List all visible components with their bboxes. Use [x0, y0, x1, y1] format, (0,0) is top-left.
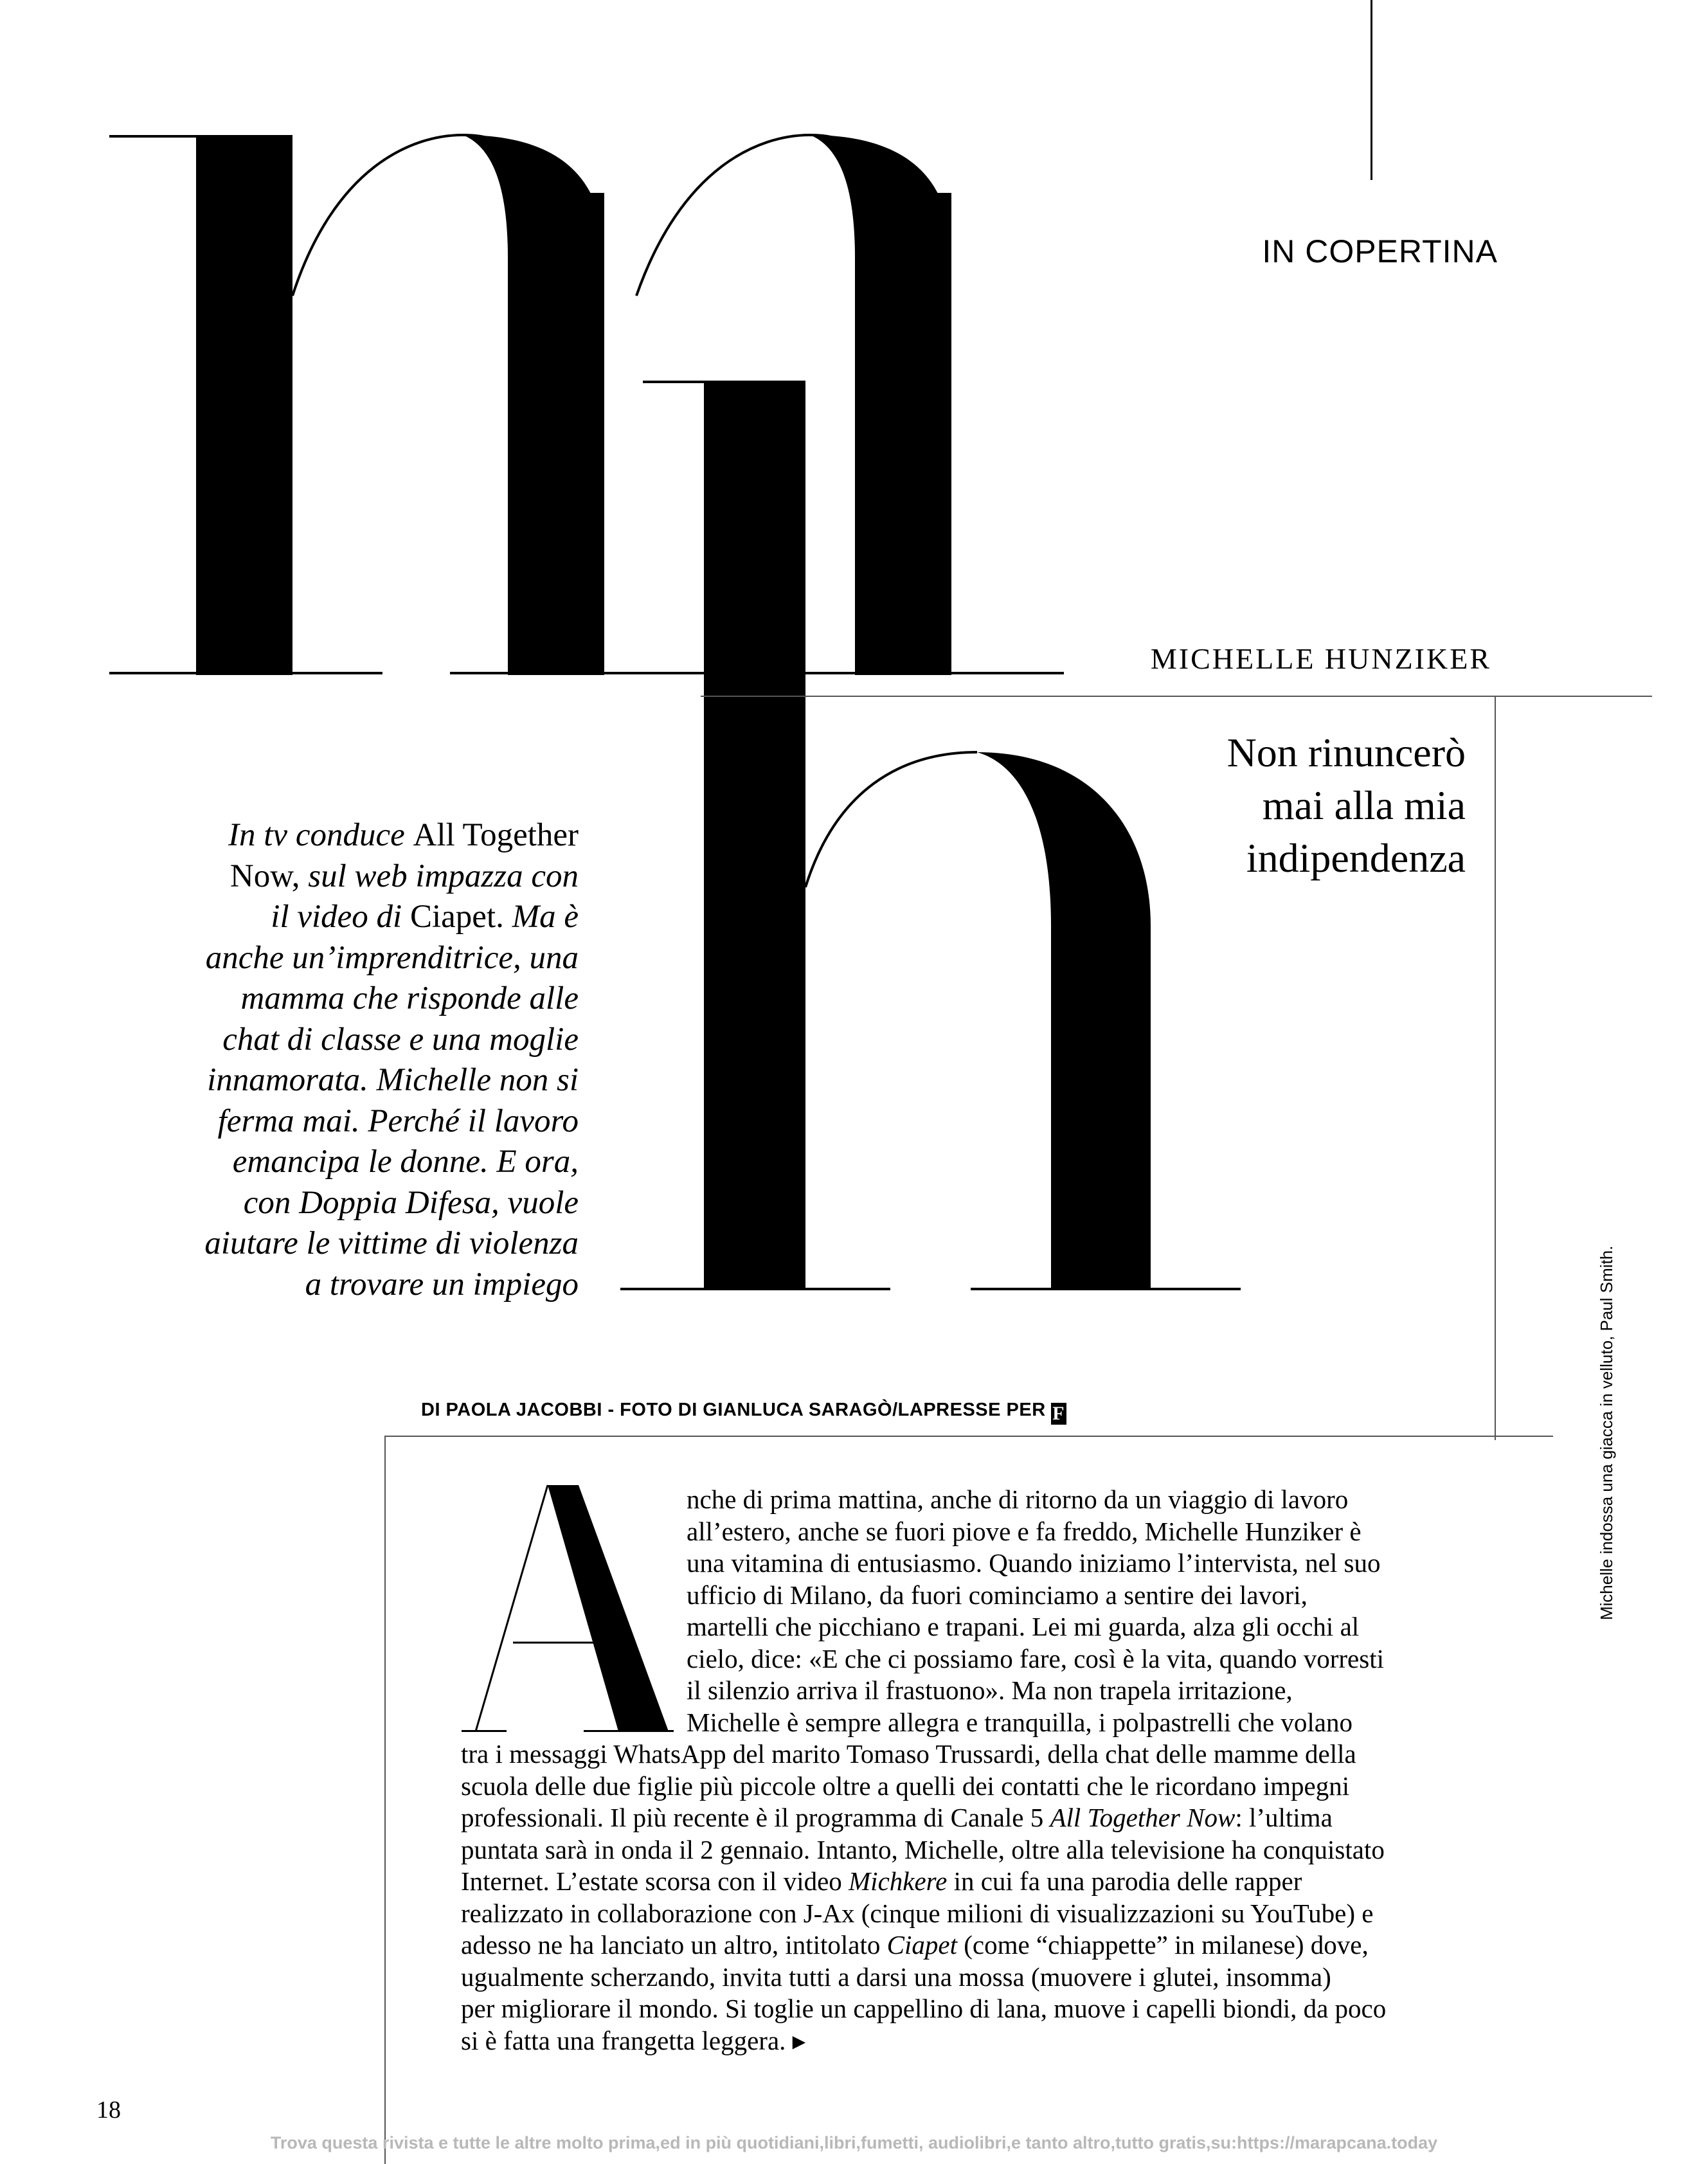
- byline-divider: [384, 1436, 1553, 1437]
- text-run: si è fatta una frangetta leggera. ▸: [461, 2025, 806, 2055]
- standfirst-line: [193, 1183, 579, 1224]
- text-run: adesso ne ha lanciato un altro, intitolato: [461, 1930, 887, 1960]
- drop-cap: [450, 1472, 675, 1742]
- italic-run: Ciapet: [886, 1930, 957, 1960]
- italic-run: Michkere: [849, 1866, 948, 1896]
- text-run: cielo, dice: «E che ci possiamo fare, così è la vita, quando vorresti: [687, 1643, 1384, 1673]
- standfirst: [193, 815, 579, 1305]
- italic-run: sul web impazza con: [308, 858, 579, 894]
- body-line: [461, 1738, 1356, 1769]
- photo-caption-text: Michelle indossa una giacca in velluto, Paul Smith.: [1597, 1245, 1616, 1620]
- standfirst-line: [193, 938, 579, 979]
- standfirst-line: [193, 1142, 579, 1183]
- text-run: martelli che picchiano e trapani. Lei mi guarda, alza gli occhi al: [687, 1612, 1360, 1641]
- italic-run: anche un’imprenditrice, una: [205, 939, 579, 976]
- standfirst-line: [193, 1020, 579, 1061]
- body-line: [687, 1484, 1348, 1515]
- body-line: [687, 1675, 1293, 1706]
- standfirst-line: [193, 897, 579, 938]
- text-run: all’estero, anche se fuori piove e fa freddo, Michelle Hunziker è: [687, 1516, 1362, 1546]
- body-line: [461, 1993, 1386, 2024]
- body-line: [461, 2025, 805, 2056]
- body-line: [461, 1802, 1333, 1833]
- italic-run: il video di: [271, 899, 410, 935]
- headline-line: Non rinuncerò: [1227, 730, 1466, 775]
- text-run: Michelle è sempre allegra e tranquilla, i polpastrelli che volano: [687, 1707, 1353, 1737]
- standfirst-line: [193, 978, 579, 1020]
- text-run: puntata sarà in onda il 2 gennaio. Intanto, Michelle, oltre alla televisione ha conquistato: [461, 1834, 1385, 1864]
- standfirst-line: [193, 856, 579, 897]
- text-run: scuola delle due figlie più piccole oltre a quelli dei contatti che le ricordano impegni: [461, 1771, 1350, 1801]
- body-line: [461, 1929, 1369, 1960]
- text-run: ugualmente scherzando, invita tutti a darsi una mossa (muovere i glutei, insomma): [461, 1961, 1331, 1992]
- headline-line: indipendenza: [1246, 835, 1466, 881]
- text-run: All Together: [413, 817, 579, 853]
- italic-run: emancipa le donne. E ora,: [232, 1144, 579, 1180]
- standfirst-line: [193, 1101, 579, 1142]
- name-divider: [701, 696, 1652, 697]
- italic-run: All Together Now: [1050, 1803, 1236, 1832]
- section-label: IN COPERTINA: [1262, 233, 1498, 269]
- text-run: il silenzio arriva il frastuono». Ma non trapela irritazione,: [687, 1675, 1293, 1705]
- text-run: Internet. L’estate scorsa con il video: [461, 1866, 849, 1896]
- body-line: [687, 1547, 1380, 1578]
- text-run: realizzato in collaborazione con J-Ax (cinque milioni di visualizzazioni su YouTube) e: [461, 1898, 1374, 1928]
- text-run: Ciapet.: [409, 899, 512, 935]
- text-run: in cui fa una parodia delle rapper: [947, 1866, 1302, 1896]
- italic-run: In tv conduce: [228, 817, 413, 853]
- magazine-logo: F: [1051, 1403, 1066, 1425]
- body-line: [687, 1611, 1359, 1642]
- headline: [1041, 726, 1466, 885]
- text-run: Now,: [229, 858, 309, 894]
- byline: [421, 1400, 1066, 1425]
- body-line: [687, 1580, 1308, 1610]
- footer-promo: Trova questa rivista e tutte le altre molto prima,ed in più quotidiani,libri,fumetti, audiolibri,e tanto altro,tutto gratis,su:https://marapcana.today: [270, 2133, 1438, 2152]
- text-run: : l’ultima: [1235, 1803, 1333, 1832]
- italic-run: a trovare un impiego: [305, 1266, 579, 1303]
- monogram-m: [109, 135, 1064, 675]
- text-run: tra i messaggi WhatsApp del marito Tomaso Trussardi, della chat delle mamme della: [461, 1739, 1356, 1769]
- subject-name: MICHELLE HUNZIKER: [1150, 642, 1491, 675]
- italic-run: con Doppia Difesa, vuole: [243, 1184, 579, 1221]
- body-line: [687, 1643, 1384, 1674]
- body-line: [687, 1707, 1353, 1738]
- body-line: [461, 1834, 1385, 1865]
- page-number: 18: [96, 2096, 121, 2123]
- text-run: una vitamina di entusiasmo. Quando iniziamo l’intervista, nel suo: [687, 1548, 1381, 1578]
- standfirst-line: [193, 815, 579, 856]
- text-run: nche di prima mattina, anche di ritorno da un viaggio di lavoro: [687, 1484, 1349, 1514]
- text-run: per migliorare il mondo. Si toglie un cappellino di lana, muove i capelli biondi, da poco: [461, 1994, 1387, 2023]
- standfirst-line: [193, 1265, 579, 1306]
- headline-line: mai alla mia: [1262, 782, 1466, 828]
- photo-caption: [1597, 1245, 1623, 1646]
- text-run: professionali. Il più recente è il programma di Canale 5: [461, 1803, 1050, 1832]
- right-vertical-rule: [1495, 696, 1496, 1440]
- body-line: [461, 1771, 1349, 1801]
- standfirst-line: [193, 1060, 579, 1101]
- body-line: [461, 1866, 1302, 1897]
- top-vertical-rule: [1371, 0, 1372, 180]
- italic-run: chat di classe e una moglie: [222, 1021, 579, 1058]
- standfirst-line: [193, 1223, 579, 1265]
- italic-run: mamma che risponde alle: [240, 980, 579, 1016]
- byline-text: DI PAOLA JACOBBI - FOTO DI GIANLUCA SARAGÒ/LAPRESSE PER: [421, 1400, 1046, 1420]
- italic-run: Ma è: [512, 899, 579, 935]
- italic-run: aiutare le vittime di violenza: [204, 1225, 579, 1261]
- text-run: ufficio di Milano, da fuori cominciamo a sentire dei lavori,: [687, 1580, 1308, 1610]
- body-line: [461, 1898, 1373, 1929]
- body-line: [461, 1961, 1331, 1992]
- italic-run: innamorata. Michelle non si: [207, 1062, 579, 1098]
- left-vertical-rule: [384, 1436, 386, 2164]
- body-line: [687, 1516, 1362, 1547]
- italic-run: ferma mai. Perché il lavoro: [217, 1103, 579, 1139]
- text-run: (come “chiappette” in milanese) dove,: [957, 1930, 1369, 1960]
